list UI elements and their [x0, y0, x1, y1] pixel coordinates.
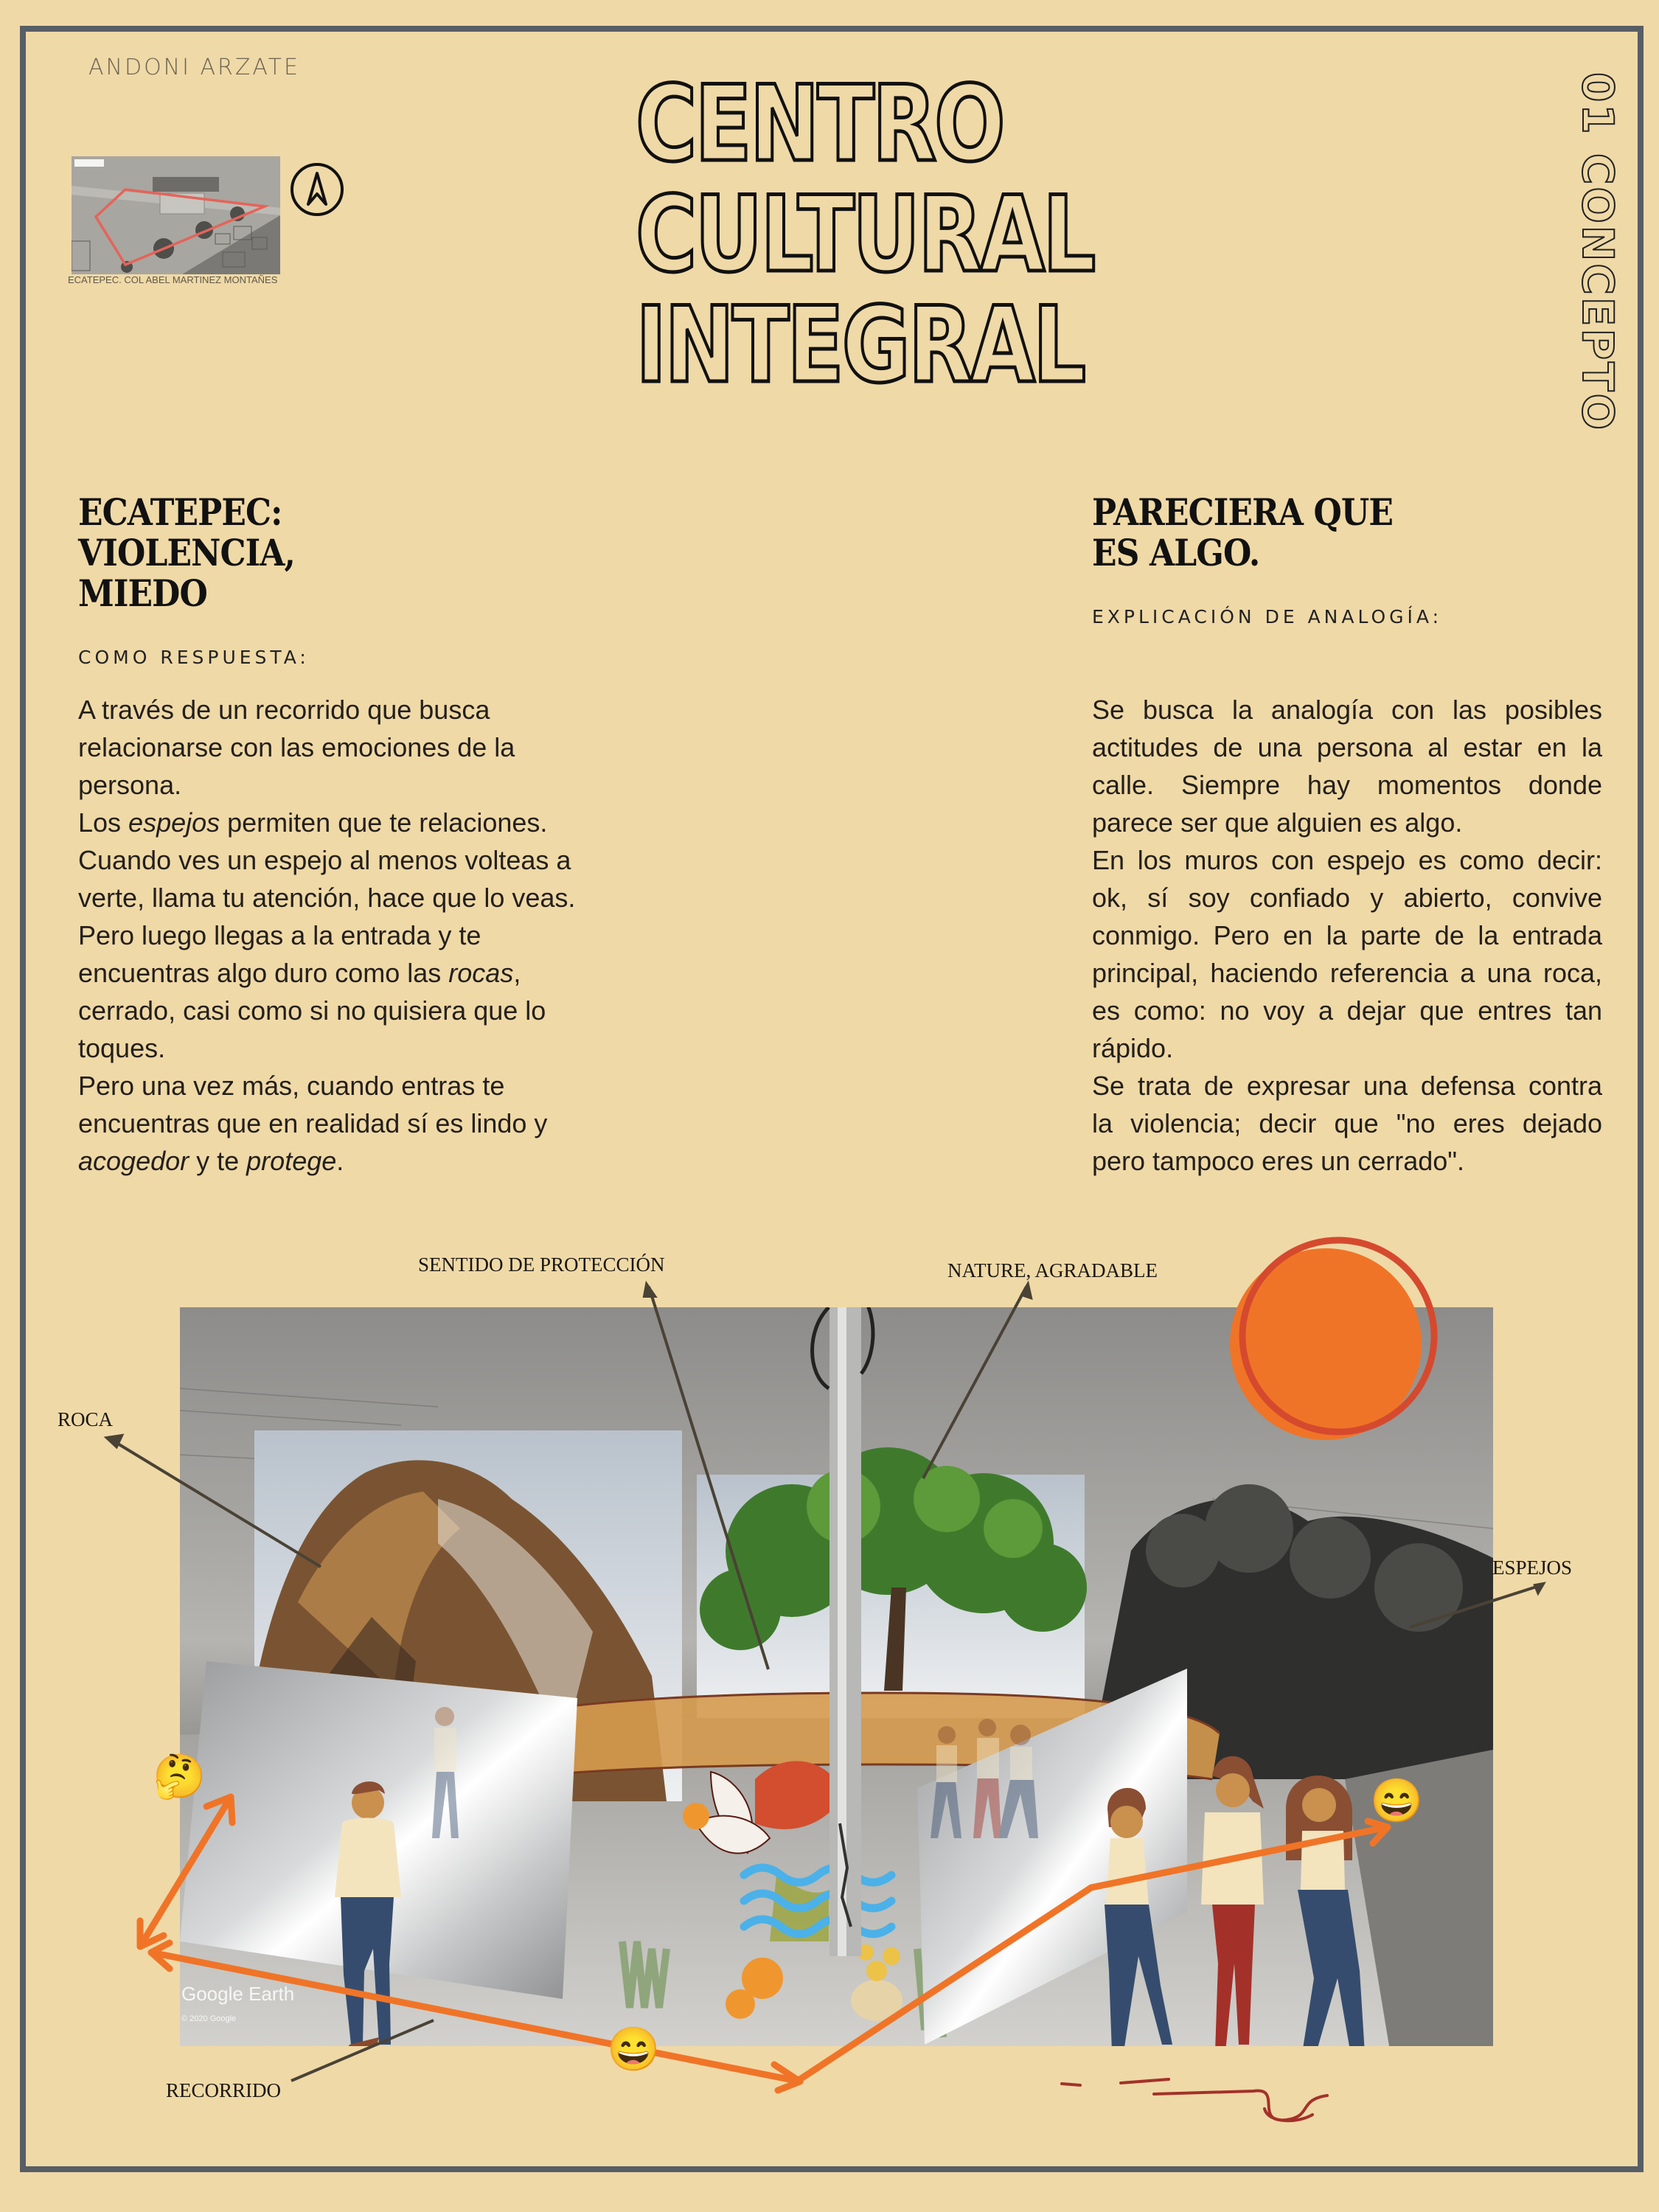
title-line-1: CENTRO [636, 63, 1004, 185]
body-line: persona. [78, 770, 182, 800]
label-espejos: ESPEJOS [1492, 1557, 1573, 1579]
body-line: Pero una vez más, cuando entras te [78, 1071, 505, 1101]
body-line: encuentras que en realidad sí es lindo y [78, 1108, 548, 1138]
body-line: es como: no voy a dejar que entres tan [1092, 995, 1602, 1026]
left-body-text [78, 691, 609, 1180]
left-heading [78, 492, 295, 613]
body-line: A través de un recorrido que busca [78, 695, 490, 725]
body-line: En los muros con espejo es como decir: [1092, 845, 1602, 875]
body-line: encuentras algo duro como las rocas, [78, 958, 521, 988]
left-heading-line: MIEDO [78, 571, 207, 615]
body-line: actitudes de una persona al estar en la [1092, 732, 1602, 762]
title-line-2: CULTURAL [636, 174, 1094, 296]
body-line: cerrado, casi como si no quisiera que lo [78, 995, 546, 1026]
section-label-text: 01 CONCEPTO [1573, 72, 1623, 432]
right-heading [1092, 492, 1393, 573]
label-roca: ROCA [58, 1408, 114, 1430]
author-name: ANDONI ARZATE [88, 55, 300, 80]
body-line: relacionarse con las emociones de la [78, 732, 515, 762]
google-earth-watermark: Google Earth [181, 1983, 295, 2005]
thinking-emoji-icon: 🤔 [153, 1753, 206, 1801]
label-nature-agradable: NATURE, AGRADABLE [947, 1259, 1158, 1281]
body-line: verte, llama tu atención, hace que lo veas. [78, 883, 576, 913]
right-heading-line: ES ALGO. [1092, 531, 1260, 574]
body-line: Se trata de expresar una defensa contra [1092, 1071, 1602, 1101]
left-heading-line: VIOLENCIA, [78, 531, 296, 574]
label-sentido-proteccion: SENTIDO DE PROTECCIÓN [418, 1253, 665, 1276]
body-line: parece ser que alguien es algo. [1092, 807, 1463, 838]
map-caption: ECATEPEC. COL ABEL MARTINEZ MONTAÑES [68, 274, 278, 285]
body-line: la violencia; decir que "no eres dejado [1092, 1108, 1602, 1138]
section-label [1573, 72, 1623, 432]
copyright-text: © 2020 Google [181, 2014, 237, 2023]
left-heading-line: ECATEPEC: [78, 490, 282, 534]
body-line: conmigo. Pero en la parte de la entrada [1092, 920, 1602, 950]
body-line: rápido. [1092, 1033, 1174, 1063]
happy-emoji-icon: 😄 [1370, 1777, 1424, 1825]
sun-decoration [1217, 1231, 1453, 1467]
site-map [72, 156, 280, 274]
body-line: principal, haciendo referencia a una roca, [1092, 958, 1602, 988]
north-arrow-icon [289, 161, 345, 218]
tree-photo [697, 1447, 1087, 1718]
site-map-image [72, 156, 280, 274]
right-heading-line: PARECIERA QUE [1092, 490, 1394, 534]
page-title [636, 63, 1094, 406]
body-line: Pero luego llegas a la entrada y te [78, 920, 481, 950]
body-line: acogedor y te protege. [78, 1146, 344, 1176]
title-line-3: INTEGRAL [636, 285, 1084, 406]
body-line: calle. Siempre hay momentos donde [1092, 770, 1602, 800]
body-line: Cuando ves un espejo al menos volteas a [78, 845, 571, 875]
right-body-text [1092, 691, 1602, 1180]
body-line: Los espejos permiten que te relaciones. [78, 807, 548, 838]
happy-emoji-icon: 😄 [607, 2025, 661, 2073]
left-eyebrow: COMO RESPUESTA: [78, 647, 310, 668]
body-line: toques. [78, 1033, 166, 1063]
body-line: pero tampoco eres un cerrado". [1092, 1146, 1465, 1176]
body-line: ok, sí soy confiado y abierto, convive [1092, 883, 1602, 913]
label-recorrido: RECORRIDO [166, 2079, 282, 2101]
right-eyebrow: EXPLICACIÓN DE ANALOGÍA: [1092, 606, 1443, 627]
body-line: Se busca la analogía con las posibles [1092, 695, 1602, 725]
